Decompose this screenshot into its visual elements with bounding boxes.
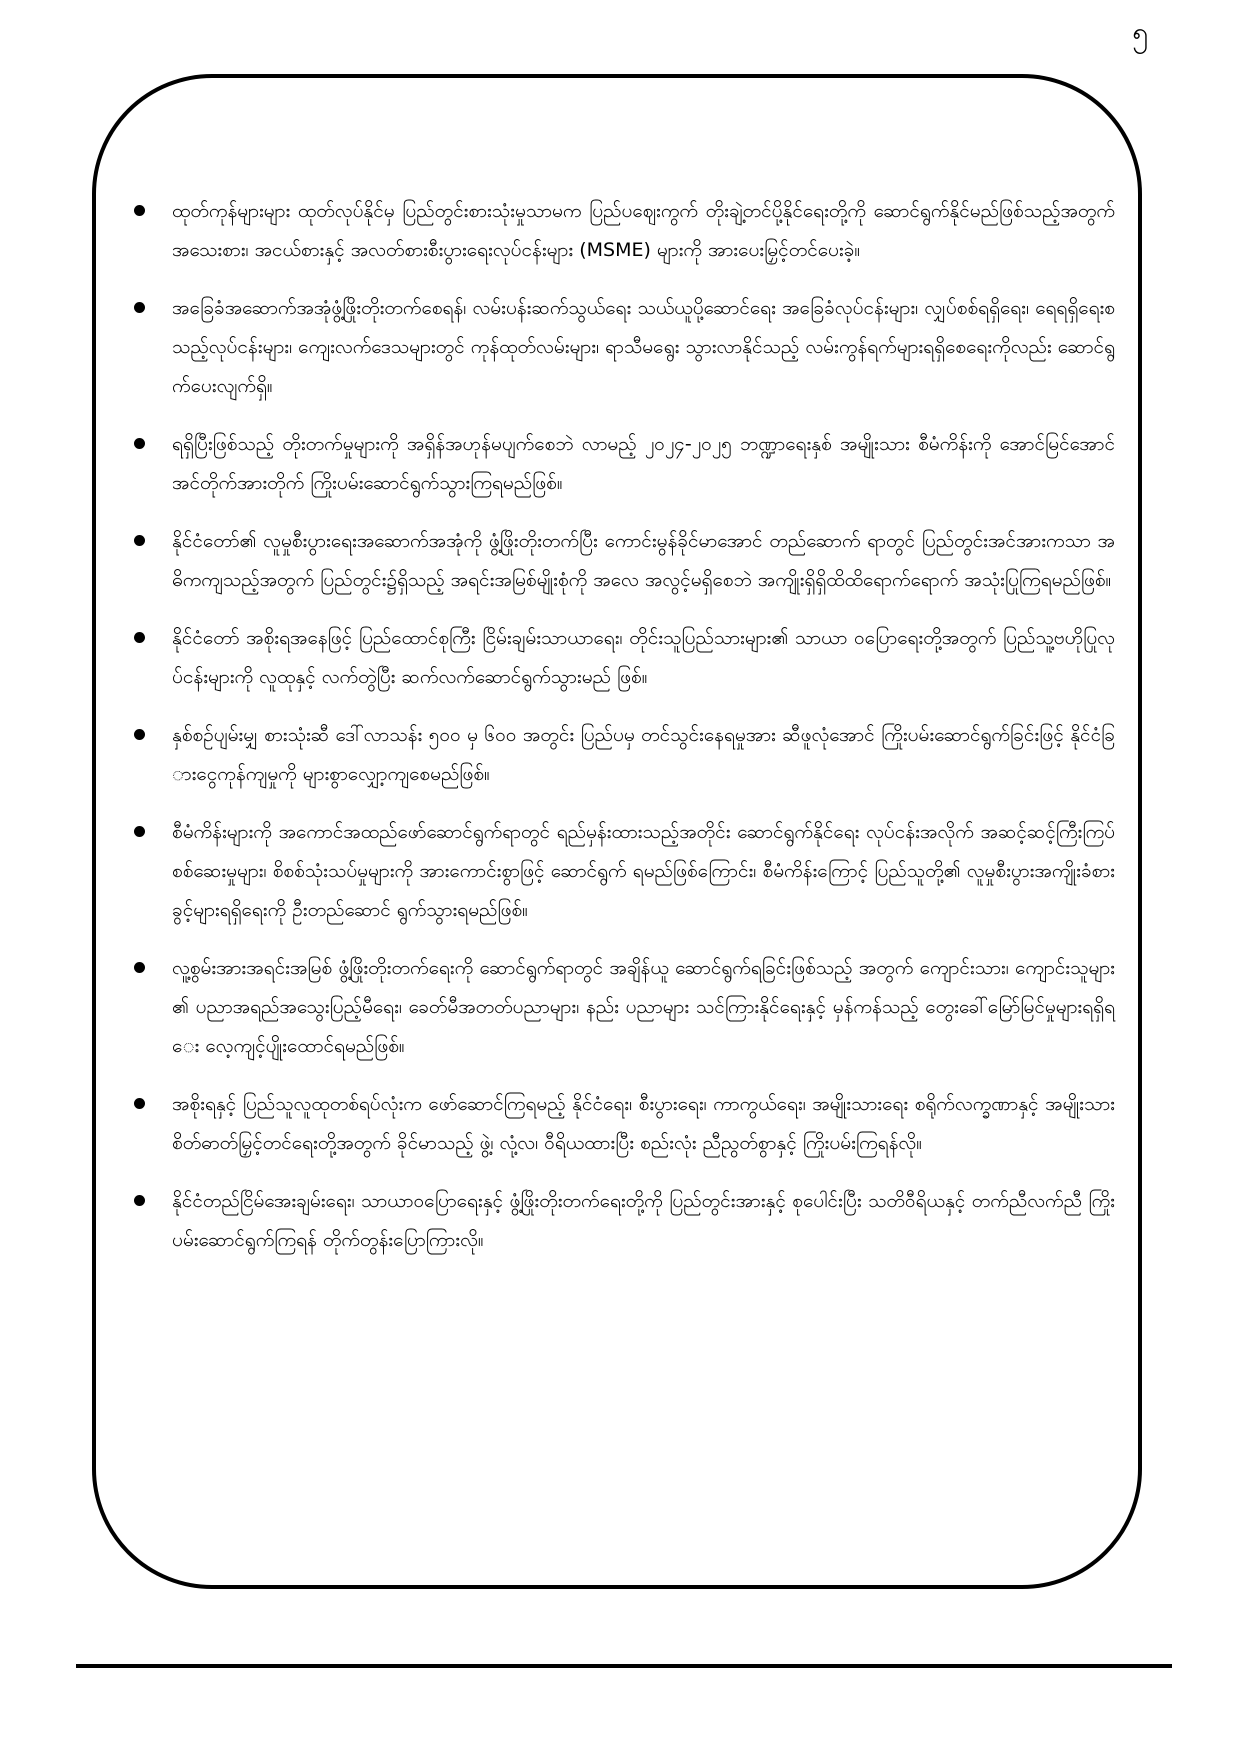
bottom-rule: [76, 1664, 1172, 1668]
bullet-text: အခြေခံအဆောက်အအုံဖွံ့ဖြိုးတိုးတက်စေရန်၊ လမ်းပန်းဆက်သွယ်ရေး သယ်ယူပို့ဆောင်ရေး အခြေခံလုပ်ငန်းများ၊ လျှပ်စစ်ရရှိရေး၊ ရေရရှိရေးစသည့်လုပ်ငန်းများ၊ ကျေးလက်ဒေသများတွင် ကုန်ထုတ်လမ်းများ၊ ရာသီမရွေး သွားလာနိုင်သည့် လမ်းကွန်ရက်များရရှိစေရေးကိုလည်း ဆောင်ရွက်ပေးလျက်ရှိ။: [172, 297, 1115, 397]
bullet-icon: [134, 632, 145, 643]
bullet-icon: [134, 1098, 145, 1109]
bullet-text: လူ့စွမ်းအားအရင်းအမြစ် ဖွံ့ဖြိုးတိုးတက်ရေးကို ဆောင်ရွက်ရာတွင် အချိန်ယူ ဆောင်ရွက်ရခြင်းဖြစ်သည့် အတွက် ကျောင်းသား၊ ကျောင်းသူများ၏ ပညာအရည်အသွေးပြည့်မီရေး၊ ခေတ်မီအတတ်ပညာများ၊ နည်း ပညာများ သင်ကြားနိုင်ရေးနှင့် မှန်ကန်သည့် တွေးခေါ်မြော်မြင်မှုများရရှိရေး လေ့ကျင့်ပျိုးထောင်ရမည်ဖြစ်။: [172, 957, 1115, 1057]
bullet-text: နိုင်ငံတော် အစိုးရအနေဖြင့် ပြည်ထောင်စုကြီး ငြိမ်းချမ်းသာယာရေး၊ တိုင်းသူပြည်သားများ၏ သာယာ ဝပြောရေးတို့အတွက် ပြည်သူ့ဗဟိုပြုလုပ်ငန်းများကို လူထုနှင့် လက်တွဲပြီး ဆက်လက်ဆောင်ရွက်သွားမည် ဖြစ်။: [172, 627, 1115, 688]
bullet-text: နိုင်ငံတည်ငြိမ်အေးချမ်းရေး၊ သာယာဝပြောရေးနှင့် ဖွံ့ဖြိုးတိုးတက်ရေးတို့ကို ပြည်တွင်းအားနှင့် စုပေါင်းပြီး သတိဝီရိယနှင့် တက်ညီလက်ညီ ကြိုးပမ်းဆောင်ရွက်ကြရန် တိုက်တွန်းပြောကြားလို။: [172, 1190, 1115, 1251]
bullet-icon: [134, 962, 145, 973]
list-item: [130, 813, 1115, 930]
list-item: [130, 716, 1115, 794]
list-item: [130, 1182, 1115, 1260]
bullet-icon: [134, 1195, 145, 1206]
list-item: [130, 289, 1115, 406]
bullet-text: စီမံကိန်းများကို အကောင်အထည်ဖော်ဆောင်ရွက်ရာတွင် ရည်မှန်းထားသည့်အတိုင်း ဆောင်ရွက်နိုင်ရေး လုပ်ငန်းအလိုက် အဆင့်ဆင့်ကြီးကြပ်စစ်ဆေးမှုများ၊ စိစစ်သုံးသပ်မှုများကို အားကောင်းစွာဖြင့် ဆောင်ရွက် ရမည်ဖြစ်ကြောင်း၊ စီမံကိန်းကြောင့် ပြည်သူတို့၏ လူမှုစီးပွားအကျိုးခံစားခွင့်များရရှိရေးကို ဦးတည်ဆောင် ရွက်သွားရမည်ဖြစ်။: [172, 821, 1115, 921]
page-number: ၅: [1132, 16, 1148, 49]
bullet-icon: [134, 205, 145, 216]
bullet-icon: [134, 438, 145, 449]
bullet-text: ထုတ်ကုန်များများ ထုတ်လုပ်နိုင်မှ ပြည်တွင်းစားသုံးမှုသာမက ပြည်ပဈေးကွက် တိုးချဲ့တင်ပို့နိုင်ရေးတို့ကို ဆောင်ရွက်နိုင်မည်ဖြစ်သည့်အတွက် အသေးစား၊ အငယ်စားနှင့် အလတ်စားစီးပွားရေးလုပ်ငန်းများ (MSME) များကို အားပေးမြှင့်တင်ပေးခဲ့။: [172, 200, 1115, 261]
list-item: [130, 949, 1115, 1066]
bullet-icon: [134, 535, 145, 546]
bullet-text: နှစ်စဉ်ပျမ်းမျှ စားသုံးဆီ ဒေါ်လာသန်း ၅၀၀ မှ ၆၀၀ အတွင်း ပြည်ပမှ တင်သွင်းနေရမှုအား ဆီဖူလုံအောင် ကြိုးပမ်းဆောင်ရွက်ခြင်းဖြင့် နိုင်ငံခြားငွေကုန်ကျမှုကို များစွာလျှော့ကျစေမည်ဖြစ်။: [172, 724, 1115, 785]
bullet-text: ရရှိပြီးဖြစ်သည့် တိုးတက်မှုများကို အရှိန်အဟုန်မပျက်စေဘဲ လာမည့် ၂၀၂၄-၂၀၂၅ ဘဏ္ဍာရေးနှစ် အမျိုးသား စီမံကိန်းကို အောင်မြင်အောင် အင်တိုက်အားတိုက် ကြိုးပမ်းဆောင်ရွက်သွားကြရမည်ဖြစ်။: [172, 433, 1115, 494]
list-item: [130, 522, 1115, 600]
bullet-icon: [134, 729, 145, 740]
bullet-text: အစိုးရနှင့် ပြည်သူလူထုတစ်ရပ်လုံးက ဖော်ဆောင်ကြရမည့် နိုင်ငံရေး၊ စီးပွားရေး၊ ကာကွယ်ရေး၊ အမျိုးသားရေး စရိုက်လက္ခဏာနှင့် အမျိုးသားစိတ်ဓာတ်မြှင့်တင်ရေးတို့အတွက် ခိုင်မာသည့် ဖွဲ့၊ လုံ့လ၊ ဝီရိယထားပြီး စည်းလုံး ညီညွတ်စွာနှင့် ကြိုးပမ်းကြရန်လို။: [172, 1093, 1115, 1154]
list-item: [130, 1085, 1115, 1163]
bullet-icon: [134, 826, 145, 837]
bullet-list: [130, 192, 1115, 1279]
list-item: [130, 192, 1115, 270]
bullet-text: နိုင်ငံတော်၏ လူမှုစီးပွားရေးအဆောက်အအုံကို ဖွံ့ဖြိုးတိုးတက်ပြီး ကောင်းမွန်ခိုင်မာအောင် တည်ဆောက် ရာတွင် ပြည်တွင်းအင်အားကသာ အဓိကကျသည့်အတွက် ပြည်တွင်း၌ရှိသည့် အရင်းအမြစ်မျိုးစုံကို အလေ အလွင့်မရှိစေဘဲ အကျိုးရှိရှိထိထိရောက်ရောက် အသုံးပြုကြရမည်ဖြစ်။: [172, 530, 1115, 591]
list-item: [130, 425, 1115, 503]
bullet-icon: [134, 302, 145, 313]
list-item: [130, 619, 1115, 697]
